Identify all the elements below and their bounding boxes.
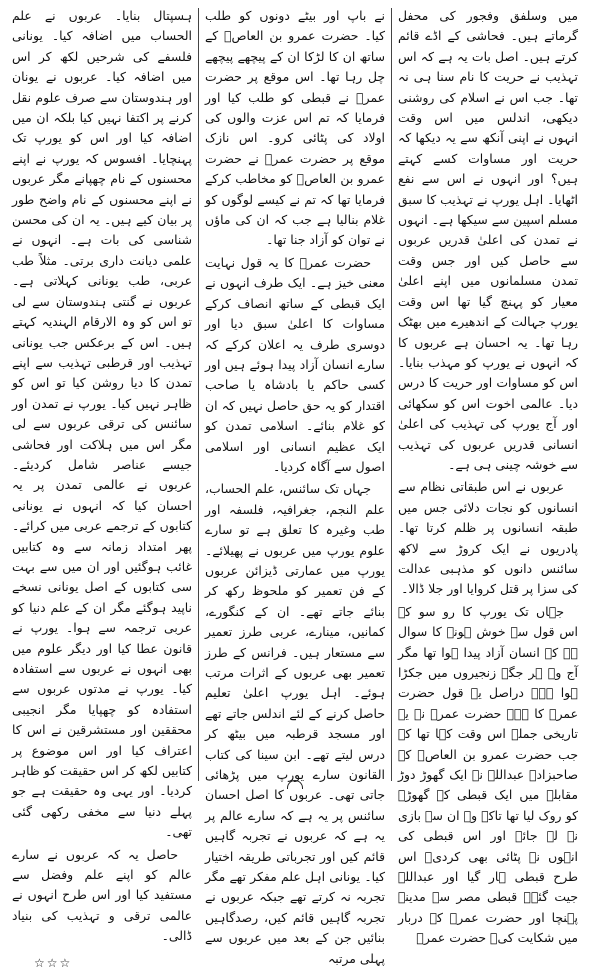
paragraph: میں وسلفق وفجور کی محفل گرماتے ہیں۔ فحاشی کے اڈے قائم کرتے ہیں۔ اصل بات یہ ہے کہ اس تہذیب نے حریت کا نام سنا ہی نہ تھا۔ جب اس نے اسلام کی روشنی دیکھی، اندلس میں اس وقت انہوں نے اپنی آنکھ سے یہ دیکھا کہ حریت اور مساوات کسے کہتے ہیں؟ اور انہوں نے اس سے نفع اٹھایا۔ اہل یورپ نے تہذیب کا سبق مسلم اسپین سے سیکھا ہے۔ انہوں نے تمدن کی اعلیٰ قدریں عربوں سے حاصل کیں اور جس وقت تمدن مسلمانوں میں اپنے اعلیٰ معیار کو پہنچ گیا تھا اس وقت یورپ جہالت کے اندھیرے میں بھٹک رہا تھا۔ یہ احسان ہے عربوں کا کہ انہوں نے یورپ کو مہذب بنایا۔ اس کو مساوات اور حریت کا درس دیا۔ عالمی اخوت اس کو سکھائی اور آج یورپ کی تہذیب کی اعلیٰ انسانی قدریں عربوں کی تہذیب سے خوشہ چینی ہی ہے۔ bbox=[398, 8, 578, 472]
paragraph: حضرت عمرؓ کا یہ قول نہایت معنی خیز ہے۔ ایک طرف انہوں نے ایک قبطی کے ساتھ انصاف کرکے مساوات کا اعلیٰ سبق دیا اور دوسری طرف یہ اعلان کرکے کہ سارے انسان آزاد پیدا ہوئے ہیں اور کسی حاکم یا بادشاہ یا صاحب اقتدار کو یہ حق حاصل نہیں کہ ان کو غلام بنائے۔ اسلامی تمدن کو ایک عظیم انسانی اور اسلامی اصول سے آگاہ کردیا۔ bbox=[205, 254, 385, 474]
end-stars: ☆☆☆ bbox=[34, 955, 73, 970]
paragraph: نے باپ اور بیٹے دونوں کو طلب کیا۔ حضرت عمرو بن العاصؓ کے ساتھ ان کا لڑکا ان کے پیچھے پیچھے چل رہا تھا۔ اس موقع پر حضرت عمرؓ نے قبطی کو طلب کیا اور فرمایا کہ تم اس عزت والوں کی اولاد کی پٹائی کرو۔ اس نازک موقع پر حضرت عمرؓ نے حضرت عمرو بن العاصؓ کو مخاطب کرکے فرمایا تھا کہ تم نے کیسے لوگوں کو غلام بنالیا ہے جب کہ ان کی ماؤں نے توان کو آزاد جنا تھا۔ bbox=[205, 8, 385, 248]
paragraph: جہاں تک یورپ کا رو سو کے اس قول سے خوش ہونے کا سوال ہے کہ انسان آزاد پیدا ہوا تھا مگر آج وہ ہر جگہ زنجیروں میں جکڑا ہوا ہے۔ دراصل یہ قول حضرت عمرؓ کا ہے۔ حضرت عمرؓ نے یہ تاریخی جملہ اس وقت کہا تھا کہ جب حضرت عمرو بن العاصؓ کے صاحبزادے عبداللہ نے ایک گھوڑ دوڑ مقابلہ میں ایک قبطی کے گھوڑے کو روک لیا تھا تاکہ وہ ان سے بازی نہ لے جائے اور اس قبطی کی انہوں نے پٹائی بھی کردی۔ اس طرح قبطی ہار گیا اور عبداللہ جیت گئے۔ قبطی مصر سے مدینہ پہنچا اور حضرت عمرؓ کے دربار میں شکایت کی۔ حضرت عمرؓ bbox=[398, 603, 578, 946]
column-left bbox=[6, 6, 198, 970]
column-middle bbox=[199, 6, 391, 966]
column-right bbox=[392, 6, 584, 946]
paragraph: حاصل یہ کہ عربوں نے سارے عالم کو اپنے علم وفضل سے مستفید کیا اور اس طرح انہوں نے عالمی ترقی و تہذیب کی بنیاد ڈالی۔ bbox=[12, 846, 192, 944]
paragraph: عربوں نے اس طبقاتی نظام سے انسانوں کو نجات دلائی جس میں طبقہ انسانوں پر ظلم کرتا تھا۔ پادریوں نے ایک کروڑ سے لاکھ سائنس دانوں کو مذہبی عدالت کی سزا پر قتل کروایا اور جلا ڈالا۔ bbox=[398, 479, 578, 597]
paragraph: جہاں تک سائنس، علم الحساب، علم النجم، جغرافیہ، فلسفہ اور طب وغیرہ کا تعلق ہے تو سارے علوم یورپ میں عربوں نے پھیلائے۔ یورپ میں عمارتی ڈیزائن عربوں کے فن تعمیر کو ملحوظ رکھ کر بنائے جاتے تھے۔ ان کے کنگورے، کمانیں، مینارے، عربی طرز تعمیر سے مستعار ہیں۔ فرانس کے طرز تعمیر بھی عربوں کے اثرات مرتب ہوئے۔ اہل یورپ اعلیٰ تعلیم حاصل کرنے کے لئے اندلس جاتے تھے اور مسجد قرطبہ میں بیٹھ کر درس لیتے تھے۔ ابن سینا کی کتاب القانون سارے یورپ میں پڑھائی جاتی تھی۔ عربوں کا اصل احسان سائنس پر یہ ہے کہ سارے عالم پر یہ ہے کہ عربوں نے تجربہ گاہیں قائم کیں اور تجرباتی طریقہ اختیار کیا۔ یونانی اہل علم مفکر تھے مگر تجربہ نہ کرتے تھے جبکہ عربوں نے تجربہ گاہیں قائم کیں، رصدگاہیں بنائیں جن کے بعد میں عربوں سے پہلی مرتبہ bbox=[205, 481, 385, 966]
paragraph: ہسپتال بنایا۔ عربوں نے علم الحساب میں اضافہ کیا۔ یونانی فلسفے کی شرحیں لکھ کر اس میں اضافہ کیا۔ عربوں نے یونان اور ہندوستان سے صرف علوم نقل کرنے پر اکتفا نہیں کیا بلکہ ان میں اضافہ کیا اور اس کو یورپ تک پہنچایا۔ افسوس کہ یورپ نے اپنے محسنوں کے نام چھپانے مگر عربوں نے اپنے محسنوں کے نام واضح طور پر بیان کیے ہیں۔ یہ ان کی محسن شناسی کی بات ہے۔ انہوں نے علمی دیانت داری برتی۔ مثلاً طب عربی، طب یونانی کہلاتی ہے۔ عربوں نے گنتی ہندوستان سے لی تو اس کو وہ الارقام الہندیہ کہتے ہیں۔ اس کے برعکس جب یونانی تہذیب اور قرطبی تہذیب سے اپنے تمدن کا دیا روشن کیا تو اس کو ظاہر نہیں کیا۔ یورپ نے تمدن اور سائنس کی ترقی عربوں سے لی مگر اس میں ہلاکت اور فحاشی جیسے عناصر شامل کردیئے۔ عربوں نے عالمی تمدن پر یہ احسان کیا کہ انہوں نے یونانی کتابوں کے ترجمے عربی میں کرائے۔ پھر امتداد زمانہ سے وہ کتابیں غائب ہوگئیں اور ان میں سے بہت سی کتابوں کے اصل یونانی نسخے ناپید ہوگئے مگر ان کے علم دنیا کو عربی ترجمہ سے ہوا۔ یورپ نے قانون عطا کیا اور دیگر علوم میں بھی انہوں نے عربوں سے استفادہ کیا۔ یورپ نے مدتوں عربوں سے استفادہ کو چھپایا مگر انجیبی محققین اور مستشرقین نے اس کا اعتراف کیا اور اس موضوع پر کتابیں لکھ کر اس حقیقت کو ظاہر کردیا۔ اور یہی وہ حقیقت ہے جو پہلے دنیا سے مخفی رکھی گئی تھی۔ bbox=[12, 8, 192, 840]
page-folio-mark bbox=[287, 780, 303, 789]
